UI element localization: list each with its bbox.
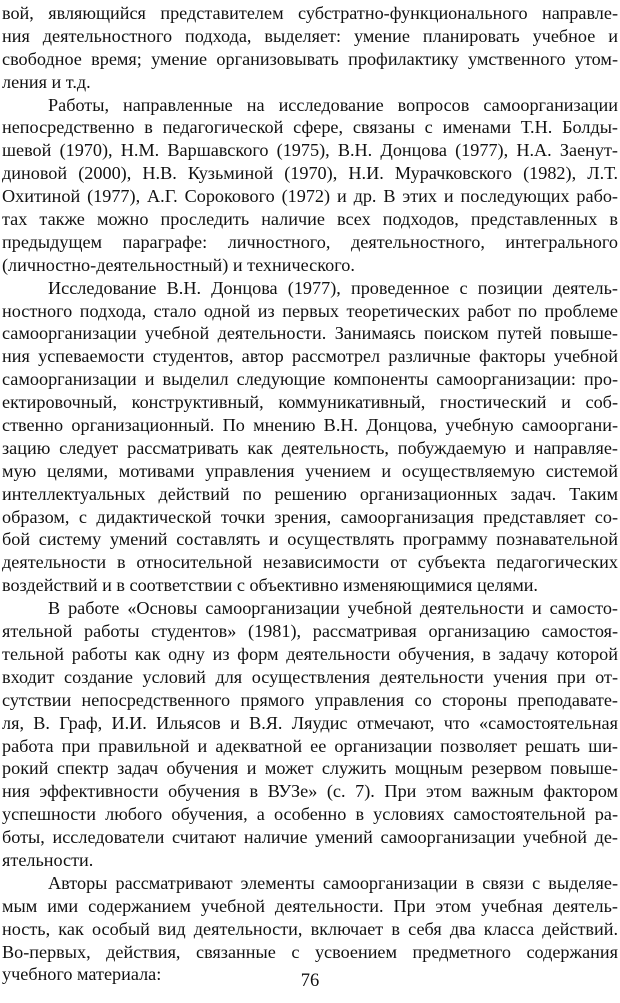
text-line: непосредственно в педагогической сфере, связаны с именами Т.Н. Болды- (2, 117, 618, 138)
paragraph (2, 597, 618, 872)
text-line: рокий спектр задач обучения и может служить мощным резервом повыше- (2, 758, 618, 779)
text-line: воздействий и в соответствии с объективно изменяющимися целями. (2, 575, 538, 596)
text-line: ятельной работы студентов» (1981), рассматривая организацию самостоя- (2, 621, 618, 642)
text-line: образом, с дидактической точки зрения, самоорганизация представляет со- (2, 506, 618, 527)
text-line: деятельности в относительной независимости от субъекта педагогических (2, 552, 618, 573)
text-line: ния эффективности обучения в ВУЗе» (с. 7). При этом важным фактором (2, 781, 618, 802)
text-line: (личностно-деятельностный) и технического. (2, 254, 355, 275)
text-line: учебного материала: (2, 964, 162, 985)
body-text (2, 2, 618, 986)
text-line: ность, как особый вид деятельности, включает в себя два класса действий. (2, 918, 618, 939)
text-line: боты, исследователи считают наличие умений самоорганизации учебной де- (2, 827, 618, 848)
text-line: мым ими содержанием учебной деятельности. При этом учебная деятель- (2, 895, 618, 916)
text-line: работа при правильной и адекватной ее организации позволяет решать ши- (2, 735, 618, 756)
text-line: ния успеваемости студентов, автор рассмотрел различные факторы учебной (2, 346, 618, 367)
text-line: зацию следует рассматривать как деятельность, побуждаемую и направляе- (2, 437, 618, 458)
text-line: ственно организационный. По мнению В.Н. Донцова, учебную самооргани- (2, 415, 618, 436)
text-line: входит создание условий для осуществления деятельности учения при от- (2, 666, 618, 687)
text-line: самоорганизации учебной деятельности. Занимаясь поиском путей повыше- (2, 323, 618, 344)
text-line: мую целями, мотивами управления учением и осуществляемую системой (2, 460, 618, 481)
text-line: ектировочный, конструктивный, коммуникативный, гностический и соб- (2, 392, 618, 413)
text-line: Исследование В.Н. Донцова (1977), проведенное с позиции деятель- (48, 277, 618, 298)
text-line: самоорганизации и выделил следующие компоненты самоорганизации: про- (2, 369, 618, 390)
text-line: Во-первых, действия, связанные с усвоением предметного содержания (2, 941, 618, 962)
text-line: свободное время; умение организовывать профилактику умственного утом- (2, 48, 618, 69)
text-line: ятельности. (2, 849, 94, 870)
text-line: успешности любого обучения, а особенно в условиях самостоятельной ра- (2, 804, 618, 825)
text-line: сутствии непосредственного прямого управления со стороны преподавате- (2, 689, 618, 710)
text-line: ностного подхода, стало одной из первых теоретических работ по проблеме (2, 300, 618, 321)
text-line: ния деятельностного подхода, выделяет: умение планировать учебное и (2, 25, 618, 46)
text-line: бой систему умений составлять и осуществлять программу познавательной (2, 529, 618, 550)
paragraph (2, 94, 618, 277)
text-line: интеллектуальных действий по решению организационных задач. Таким (2, 483, 618, 504)
text-line: ления и т.д. (2, 71, 91, 92)
text-line: Работы, направленные на исследование вопросов самоорганизации (48, 94, 618, 115)
page-number: 76 (300, 971, 320, 991)
text-line: тах также можно проследить наличие всех подходов, представленных в (2, 209, 618, 230)
text-line: Авторы рассматривают элементы самоорганизации в связи с выделяе- (48, 872, 618, 893)
text-line: шевой (1970), Н.М. Варшавского (1975), В.Н. Донцова (1977), Н.А. Заенут- (2, 140, 618, 161)
text-line: тельной работы как одну из форм деятельности обучения, в задачу которой (2, 643, 618, 664)
text-line: ля, В. Граф, И.И. Ильясов и В.Я. Ляудис отмечают, что «самостоятельная (2, 712, 618, 733)
text-line: диновой (2000), Н.В. Кузьминой (1970), Н.И. Мурачковского (1982), Л.Т. (2, 163, 618, 184)
text-line: вой, являющийся представителем субстратно-функционального направле- (2, 3, 618, 23)
paragraph (2, 2, 618, 94)
text-line: предыдущем параграфе: личностного, деятельностного, интегрального (2, 231, 618, 252)
paragraph (2, 277, 618, 597)
text-line: В работе «Основы самоорганизации учебной деятельности и самосто- (48, 598, 618, 619)
text-line: Охитиной (1977), А.Г. Сорокового (1972) и др. В этих и последующих рабо- (2, 186, 618, 207)
